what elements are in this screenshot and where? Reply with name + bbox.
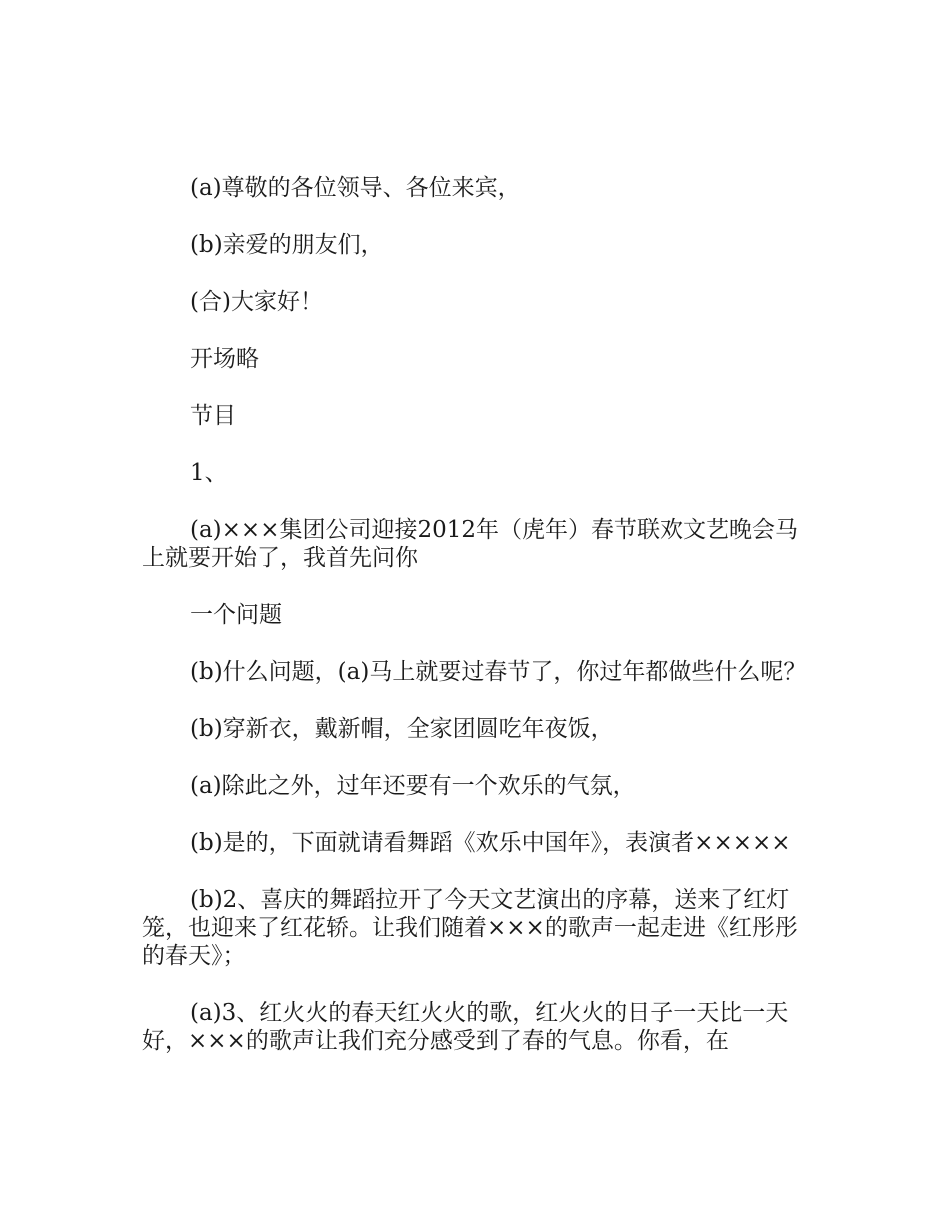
paragraph-spring-song: (a)3、红火火的春天红火火的歌，红火火的日子一天比一天好，×××的歌声让我们充分感受到了春的气息。你看，在 (142, 1000, 789, 1054)
document-body (142, 174, 814, 1055)
paragraph-program-heading: 节目 (190, 403, 236, 429)
paragraph-greeting-all: (合)大家好！ (190, 289, 323, 315)
paragraph-joyful-atmosphere: (a)除此之外，过年还要有一个欢乐的气氛， (190, 773, 636, 799)
paragraph-question: 一个问题 (190, 602, 282, 628)
paragraph-greeting-leaders: (a)尊敬的各位领导、各位来宾， (190, 175, 521, 201)
paragraph-what-question: (b)什么问题，(a)马上就要过春节了，你过年都做些什么呢？ (190, 659, 807, 685)
paragraph-item-number: 1、 (190, 460, 228, 486)
paragraph-song-intro: (b)2、喜庆的舞蹈拉开了今天文艺演出的序幕，送来了红灯笼，也迎来了红花轿。让我们随着×××的歌声一起走进《红彤彤的春天》； (142, 887, 798, 969)
paragraph-greeting-friends: (b)亲爱的朋友们， (190, 232, 384, 258)
paragraph-gala-intro: (a)×××集团公司迎接2012年（虎年）春节联欢文艺晚会马上就要开始了，我首先问你 (142, 517, 799, 571)
paragraph-dance-intro: (b)是的，下面就请看舞蹈《欢乐中国年》，表演者××××× (190, 830, 791, 856)
paragraph-new-clothes: (b)穿新衣，戴新帽，全家团圆吃年夜饭， (190, 716, 614, 742)
paragraph-opening: 开场略 (190, 346, 259, 372)
